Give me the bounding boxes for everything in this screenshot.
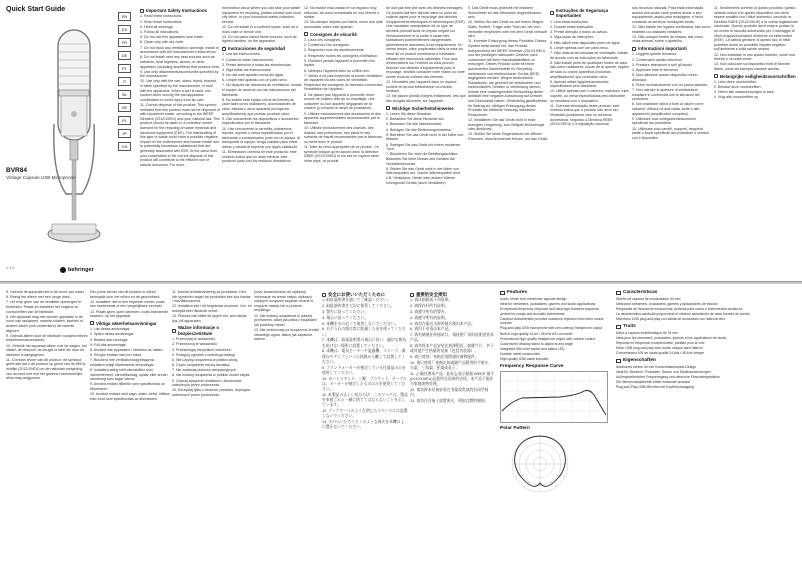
microphone-image [44, 24, 104, 264]
list-item: Idéal pour les streamers, podcasters, joueurs et les applications de studio [616, 336, 727, 341]
list-icon [500, 291, 505, 295]
list-item: 7. Veillez à ne pas empêcher la bonne ventilation de l'appareil via ses ouïes de ventilation. Respectez les consignes du fabricant concernant l'installation de l'appareil. [304, 73, 383, 92]
de-safety-continued [468, 6, 548, 278]
list-item: 7. Blockieren Sie nicht die Belüftungsschlitze. Beachten Sie beim Einbau des Gerätes die Herstellerhinweise. [386, 152, 459, 166]
info-icon [222, 47, 226, 51]
language-tab-en: EN [118, 12, 131, 21]
list-item: 13. Ne placez jamais d'objets enflammés, tels que des bougies allumées, sur l'appareil. [386, 94, 466, 104]
list-item: 1. Lees deze voorschriften. [714, 79, 758, 84]
cn-safety-heading: 重要的安全须知 [410, 292, 496, 297]
list-item: 9. Use únicamente los dispositivos o accesorios especificados por el fabricante. [222, 116, 299, 126]
list-item: 9. Das Gerät muss jederzeit mit intaktem Schutzleiter an das Stromnetz angeschlossen sein. [468, 6, 541, 20]
list-item: 1. Read these instructions. [140, 14, 183, 19]
list-item: 9. Använd endast tillbehör som specificerats av tillverkaren. [90, 382, 165, 392]
list-item: 2. Conservare queste istruzioni. [632, 57, 683, 62]
list-item: 9. Utilizzare solo collegamenti/accessori specificati dal produttore. [632, 116, 696, 126]
info-icon [714, 74, 718, 78]
list-item: 9. Use only attachments/accessories specified by the manufacturer. [140, 69, 219, 79]
es-safety-column [222, 6, 302, 278]
list-item: 11. Correct disposal of this product: This symbol indicates that this product must not be disposed of with household waste, according to the WEEE Directive (2012/19/EU) and your national law. This product should be taken to a collection center licensed for the recycling of waste electrical and electronic equipment (EEE). The mishandling of this type of waste could have a possible negative impact on the environment and human health due to potentially hazardous substances that are generally associated with EEE. At the same time, your cooperation in the correct disposal of this product will contribute to the efficient use of natural resources. For more [140, 103, 220, 167]
language-tab-cn: CN [118, 142, 131, 151]
list-item: 4. Postępuj zgodnie z instrukcją obsługi. [172, 352, 236, 357]
nl-safety-heading: Belangrijke veiligheidsvoorschriften [714, 74, 798, 79]
info-icon [322, 293, 326, 297]
list-item: La característica cardioide proporciona el máximo aislamiento de otras fuentes de sonido [616, 312, 750, 317]
se-safety-heading: Viktiga säkerhetsanvisningar [90, 321, 170, 326]
pl-safety-continued [254, 290, 320, 562]
list-item: Micro à capsule emblématique de 34 mm [616, 331, 679, 336]
info-icon [140, 9, 144, 13]
list-item: Micro USB plug-and-play avec sortie casque sans latence [616, 346, 703, 351]
list-item: 8. Do not install near any heat sources such as radiators, heat registers, stoves, or other apparatus (including amplifiers) that produce heat. [140, 55, 220, 69]
list-item: 5. N'utilisez jamais l'appareil à proximité d'un liquide. [304, 58, 376, 68]
list-item: 11. Smaltimento corretto di questo prodotto: questo simbolo indica che questo dispositivo non deve essere smaltito con i rifiuti domestici, secondo la Direttiva RAEE (2012/19/UE) e la vostra legislazione nazionale. Questo prodotto deve essere portato in un centro di raccolta autorizzato per il riciclaggio di rifiuti di apparecchiature elettriche ed elettroniche (EEE). La cattiva gestione di questo tipo di rifiuti potrebbe avere un possibile impatto negativo sull'ambiente e sulla salute umana. [714, 6, 798, 52]
se-safety-column [90, 290, 170, 562]
list-icon [616, 291, 621, 295]
list-item: 1. Lesen Sie diese Hinweise. [386, 112, 433, 117]
list-item: 13. Plaats geen open vlammen, zoals brandende kaarsen, op het apparaat. [90, 309, 169, 319]
pl-safety-heading: Ważne informacje o bezpieczeństwie [172, 325, 252, 336]
list-item: 6. Reinigen Sie das Gerät mit einem trockenen Tuch. [386, 142, 461, 152]
list-item: 6. Reinig het alleen met een droge doek. [6, 295, 71, 300]
list-item: 5. Non utilizzare questo dispositivo vicino all'acqua. [632, 73, 698, 82]
list-item: 10. Utilizzare solo carrelli, supporti, treppiedi, staffe o tavoli specificati dal produttore o venduti con il dispositivo. [632, 126, 709, 140]
list-item: Built-in high quality 24-bit / 48 kHz A/D converter [500, 331, 573, 336]
list-item: 2. Conserve estas instrucciones. [222, 57, 274, 62]
list-item: 7. Blockera inte ventilationsöppningarna. Installera enligt tillverkarens anvisningar. [90, 358, 155, 367]
language-tab-pt: PT [118, 64, 131, 73]
list-item: 5. 本機を水の近くで使用しないでください。 [322, 321, 399, 326]
list-item: 4. Follow all instructions. [140, 29, 180, 34]
list-item: 3. Neem alle waarschuwingen in acht. [714, 90, 775, 95]
info-icon [386, 106, 390, 110]
list-item: Customized desktop stand to adjust at any angle [500, 341, 574, 346]
list-item: Ideal for streamers, podcasters, gamers and studio applications [500, 302, 596, 307]
list-item: 3. Respectez tous les avertissements. [304, 48, 365, 53]
list-item: 11. Correcta eliminação deste produto: este símbolo indica que o produto não deve ser eliminado juntamente com os resíduos domésticos, segundo a Directiva REEE (2012/19/EU) e a legislação nacional. [550, 103, 620, 127]
fr-safety-column [304, 6, 384, 278]
list-item: Cardioid characteristic provides maximum rejection from other sound sources [500, 316, 604, 326]
language-tab-es: ES [118, 25, 131, 34]
model-name: BVR84 [6, 167, 27, 174]
list-item: High-quality USB cable included [500, 357, 549, 362]
list-item: 10. Utilize apenas com o carrinho, estrutura, tripé, suporte, ou mesa especificados pelo fabricante ou vendidos com o dispositivo. [550, 89, 630, 103]
list-item: 13. Nie umieszczaj na urządzeniu źródeł otwartego ognia, takich jak zapalone świece. [254, 327, 319, 342]
de-safety-heading: Wichtige Sicherheitshinweise [386, 106, 466, 111]
info-icon [304, 32, 308, 36]
list-item: information about where you can take your waste equipment for recycling, please contact your local city office, or your household waste collection service. [222, 6, 301, 24]
language-index [118, 12, 131, 155]
list-item: ne doit pas être jeté avec les déchets ménagers. Ce produit doit être déposé dans un point de collecte agréé pour le recyclage des déchets d'équipements électriques et électroniques (EEE). Une mauvaise manipulation de ce type de déchets pourrait avoir un impact négatif sur l'environnement et la santé à cause des substances potentiellement dangereuses généralement associées à ces équipements. En même temps, votre coopération dans la mise au rebut de ce produit contribuera à l'utilisation efficace des ressources naturelles. Pour plus d'informations sur l'endroit où vous pouvez déposer vos déchets d'équipements pour le recyclage, veuillez contacter votre mairie ou votre centre local de collecte des déchets. [386, 6, 466, 79]
list-item: 12. Installera inte i ett begränsat utrymme, t.ex. en bokhylla eller liknande enhet. [172, 304, 252, 313]
list-item: 8. Ne placez pas l'appareil à proximité d'une source de chaleur telle qu'un chauffage, une cuisinière ou tout appareil dégageant de la chaleur (y compris un ampli de puissance). [304, 92, 375, 111]
list-item: 8. No instale este equipo cerca de fuentes de calor tales como radiadores, acumuladores de calor, estufas u otros aparatos (incluyendo amplificadores) que puedan producir calor. [222, 97, 296, 116]
list-item: 8. Nie instaluj urządzenia w pobliżu źródeł ciepła. [172, 373, 251, 378]
language-tab-nl: NL [118, 90, 131, 99]
logo-mark-icon [60, 267, 66, 273]
list-item: 4. 指示に従ってください。 [322, 315, 368, 320]
list-item: 9. Utilisez exclusivement des accessoires et des appareils supplémentaires recommandés par le fabricant. [304, 111, 381, 125]
language-tab-it: IT [118, 77, 131, 86]
list-item: Plug-and-play USB microphone with zero-latency headphone output [500, 326, 603, 331]
list-item: 3. 警告に従ってください。 [322, 310, 368, 314]
list-item: 3. Preste atenção a todos os avisos. [550, 30, 608, 35]
list-item: 9. Używaj wyłącznie dodatków i akcesoriów zaleconych przez producenta. [172, 378, 242, 388]
features-heading: Features [500, 291, 610, 296]
list-item: 4. Siga todas as instruções. [550, 35, 595, 40]
list-item: Een juiste afvoer van dit product is uiterst belangrijk voor het milieu en de gezondheid. [90, 290, 161, 299]
list-item: 10. Use only with the cart, stand, tripod, bracket, or table specified by the manufacturer, or sold with the apparatus. When a cart is used, use caution when moving the cart/apparatus combination to avoid injury from tip-over. [140, 79, 217, 102]
list-item: dos recursos naturais. Para mais informação acerca dos locais onde poderá deixar o seu equipamento usado para reciclagem, é favor contactar os serviços municipais locais. [632, 6, 704, 24]
list-item: 12. N'installez pas l'appareil dans un espace confiné tel qu'une bibliothèque ou meuble similaire. [386, 80, 457, 94]
list-item: 7. Let erop geen van de ventilatie-openingen te bedekken. Plaats en installeer het volgens de voorschriften van de fabrikant. [6, 300, 82, 314]
list-item: 11. Korrekte Entsorgung dieses Produkts: Dieses Symbol weist darauf hin, das Produkt entsprechend der WEEE Direktive (2012/19/EU) und der jeweiligen nationalen Gesetze nicht zusammen mit Ihren Haushaltsabfällen zu entsorgen. Dieses Produkt sollte bei einer autorisierten Sammelstelle für Recycling elektrischer und elektronischer Geräte (EEE) abgegeben werden. Wegen bedenklicher Substanzen, die generell mit elektrischen und elektronischen Geräten in Verbindung stehen, könnte eine unsachgemäße Behandlung dieser Abfallart eine negative Auswirkung auf Umwelt und Gesundheit haben. Gleichzeitig gewährleistet Ihr Beitrag zur richtigen Entsorgung dieses Produkts die effiziente Nutzung natürlicher Ressourcen. [468, 39, 548, 117]
list-item: 8. Não instale perto de quaisquer fontes de calor tais como radiadores, bocas de ar quente, fogões de sala ou outros aparelhos (incluindo amplificadores) que produzam calor. [550, 60, 629, 79]
list-item: 13. 请勿在设备上放置明火，例如点燃的蜡烛。 [410, 399, 489, 404]
list-item: 5. No use este aparato cerca del agua. [222, 73, 284, 78]
frequency-response-title: Frequency Response Curve [500, 363, 564, 369]
list-item: Diseño de cápsula de condensador 34 mm [616, 297, 681, 302]
list-item: 5. 请勿在靠近水源的地方使用本产品。 [410, 321, 475, 326]
list-item: przez konsumentów do utylizacji. Informacje na temat miejsc utylizacji zużytych urządzeń uzyskać można w urzędzie miasta lub w punkcie recyklingu. [254, 290, 314, 313]
list-item: 1. 取扱説明書を通してご確認ください。 [322, 298, 391, 303]
list-item: 11. Eliminación correcta de este producto: este símbolo indica que no debe eliminar este producto junto con los residuos domésticos. [222, 150, 297, 164]
pt-safety-column [550, 6, 630, 278]
info-icon [172, 329, 176, 333]
features-column [500, 290, 610, 562]
list-item: 2. Bewaar deze voorschriften. [714, 85, 762, 90]
list-item: 13. Non collocare sul dispositivo fonti di fiamme libere, come ad esempio candele accese. [714, 62, 790, 71]
list-item: 8. 请勿将本产品安装在热源附近，如暖气片、炉子或其他产生热量的设备（包括功放器）。 [410, 344, 494, 354]
info-icon [632, 47, 636, 51]
list-item: 12. Do not install in a confined space, such as a book case or similar unit. [222, 24, 299, 34]
list-item: Convertisseur A/N de haute qualité 24 bits / 48 kHz intégré [616, 351, 705, 356]
list-item: 6. お手入れの際は常に乾燥した布を使ってください。 [322, 327, 406, 337]
list-item: 12. Nie instaluj urządzenia w ciasnej przestrzeni, takiej jak półka z książkami lub podobny mebel. [254, 313, 317, 327]
list-item: 1. Lisez ces consignes. [304, 37, 342, 42]
polar-pattern-title: Polar Pattern [500, 426, 530, 432]
list-item: 9. Apenas utilize ligações/acessórios especificados pelo fabricante. [550, 79, 609, 89]
nl-safety-continued [6, 290, 88, 562]
info-icon [550, 11, 554, 15]
list-item: 5. Nie używaj urządzenia w pobliżu wody. [172, 357, 239, 362]
list-item: 13. Não coloque fontes de chama, tais como velas acesas, sobre o aparelho. [632, 34, 704, 44]
list-item: 10. Use únicamente la carretilla, plataforma, trípode, soporte o mesa especificados por el fabricante o suministrados junto con el equipo. Al transportar el equipo, tenga cuidado para evitar daños y caídas al tropezar con algún obstáculo. [222, 126, 301, 149]
list-item: Iconic 34mm true condenser capsule design [500, 297, 567, 302]
list-item: 8. 本機は、電気ヒーターや温風機、ストーブ、調理台やアンプといった熱源から離して設置してください。 [322, 349, 406, 364]
language-tab-pl: PL [118, 116, 131, 125]
model-subtitle: Vintage Capsule USB Microphone [6, 175, 76, 180]
list-item: 4. Siga todas las instrucciones. [222, 67, 272, 72]
list-item: 13. 火のついたろうそくのような裸火を本機の上に置かないでください。 [322, 420, 405, 430]
list-item: 4. Volg alle voorschriften op. [714, 95, 760, 100]
language-tab-se: SE [118, 103, 131, 112]
list-item: 3. Preste atención a todas las advertencias. [222, 62, 292, 67]
list-item: 5. Betreiben Sie das Gerät nicht in der Nähe von Wasser. [386, 132, 464, 142]
list-item: 2. Keep these instructions. [140, 19, 183, 24]
list-item: 11. 正确处理本产品：此标志表示根据 WEEE 指令(2012/19/EU)及您所在国家的法律，本产品不能作为家庭废物处理。 [410, 371, 494, 387]
list-item: 6. Clean only with dry cloth. [140, 40, 184, 45]
list-item: 11. 本製品の正しい処分方法：このマークは、製品を家庭ごみと一緒に捨ててはならないことを示しています。 [322, 392, 408, 408]
es-features-heading: Características [616, 291, 796, 296]
list-item: 13. Stellen Sie keine Gegenstände mit offenen Flammen, etwa brennende Kerzen, auf das Gerät. [468, 132, 548, 141]
list-item: 3. Beakta alla varningar. [90, 337, 129, 342]
list-item: 1. 请详细阅读下列说明。 [410, 298, 453, 303]
brand-logo: behringer [60, 267, 94, 273]
list-item: 2. Przechowuj te wskazówki. [172, 342, 218, 347]
bottom-sheet [0, 284, 802, 567]
list-item: 10. 请只使用厂家指定的或随产品附带的手推车、支架、三角架、托架或桌子。 [410, 360, 493, 371]
list-item: 5. Não utilize este dispositivo perto de água. [550, 40, 621, 45]
fr-safety-heading: Consignes de sécurité [304, 32, 384, 37]
list-item: 12. ブックケースのような閉じたスペースには設置しないでください。 [322, 409, 408, 419]
list-item: 4. 请遵守所有的说明。 [410, 315, 449, 320]
list-item: 2. Bewahren Sie diese Hinweise auf. [386, 117, 445, 122]
list-item: 10. Korzystaj tylko z wózków, podstaw, trójnogów zaleconych przez producenta. [172, 388, 251, 398]
language-tab-fr: FR [118, 38, 131, 47]
list-item: 7. Nie zasłaniaj otworów wentylacyjnych. [172, 368, 237, 373]
jp-safety-heading: 安全にお使いいただくために [322, 292, 408, 297]
de-features-heading: Eigenschaften [616, 359, 796, 364]
nl-safety-column [714, 6, 798, 278]
list-item: 13. No coloque objetos con llama, como una vela encendida, sobre este aparato. [304, 20, 383, 29]
info-icon [410, 293, 414, 297]
list-item: Ikonisches echtes 34 mm Kondensatorkapsel-Design [616, 365, 696, 370]
list-item: 5. Använd inte apparaten i närheten av vatten. [90, 347, 164, 352]
list-item: 12. Installeer niet in een beperkte ruimte, zoals een boekenkast of een vergelijkbare eenheid. [90, 299, 165, 309]
de-safety-column [386, 6, 466, 278]
list-item: 8. Non installare vicino a fonti di calore come radiatori, diffusori di aria calda, stufe o altri apparecchi (amplificatori compresi). [632, 102, 704, 116]
list-item: 12. Não instale em lugares confinados, tais como estantes ou unidades similares. [632, 24, 711, 34]
cn-safety-column [410, 290, 496, 562]
list-item: 2. 取扱説明書を大切に保管してください。 [322, 304, 395, 309]
list-item: Ideal für Streamer, Podcaster, Gamer und Studioanwendungen [616, 370, 711, 375]
language-tab-de: DE [118, 51, 131, 60]
list-item: 6. Pulire esclusivamente con un panno asciutto. [632, 82, 709, 87]
list-item: Die Nierencharakteristik bietet maximale Isolation [616, 380, 691, 385]
en-safety-column [140, 6, 220, 278]
list-item: 1. Lea las instrucciones. [222, 52, 261, 57]
list-item: Außergewöhnlicher Frequenzgang und ultrahohe Einschwingreaktion [616, 375, 720, 380]
list-item: Plug-and-Play-USB-Mikrofon mit Kopfhörerausgang [616, 385, 694, 390]
list-item: 6. Czyść urządzenie suchą szmatką. [172, 363, 231, 368]
list-item: Respuesta de frecuencia excepcional, perfecta para voces e instrumentos acústicos [616, 307, 743, 312]
frequency-response-chart [500, 371, 608, 423]
list-icon [616, 325, 621, 329]
list-item: 5. Do not use this apparatus near water. [140, 35, 204, 40]
list-item: 1. Przeczytaj te wskazówki. [172, 337, 216, 342]
jp-safety-column [322, 290, 408, 562]
list-item: Durable metal construction [500, 351, 541, 356]
list-item: 2. Guarde estas instruções. [550, 25, 594, 29]
list-item: 6. Nettoyez l'appareil avec un chiffon sec. [304, 68, 371, 73]
list-item: 10. カートスタンド、三脚、ブラケット、テーブルは、メーカーが指定したもののみを使用してください。 [322, 376, 407, 391]
list-item: 11. Correcte afvoer van dit product: dit symbool geeft aan dat u dit product op grond van de AEEA-richtlijn (2012/19/EU) en de nationale wetgeving van uw land niet met het gewone huishoudelijke afval mag weggooien. [6, 357, 87, 381]
list-item: 4. Applicare tutte le istruzioni. [632, 67, 679, 72]
list-item: Integrated Mic mute switch and status LED [500, 346, 565, 351]
list-item: 1. Leia estas instruções. [550, 19, 589, 24]
list-item: 10. Stellen Sie das Gerät nur auf einem Wagen, Stativ, Dreifuß, Träger oder Tisch ab, der vom Hersteller empfohlen oder mit dem Gerät verkauft wird. [468, 20, 547, 39]
list-item: 8. Installera aldrig intill värmekällor som värmeelement, varmluftsintag, spisar eller annan utrustning som avger värme. [90, 368, 168, 382]
list-item: 2. 请保存好所有说明。 [410, 304, 449, 309]
list-item: 9. ブランドメーカーが指定している付属品のみを使用してください。 [322, 365, 406, 375]
list-item: 3. Przestrzegaj wszystkich ostrzeżeń. [172, 347, 232, 352]
list-item: 12. No instale esta unidad en un espacio muy reducido, tal como encastrada en una librería o similar. [304, 6, 380, 20]
list-item: 8. Het apparaat mag niet worden geplaatst in de buurt van radiatoren, warmte-uitlaten, kachels of andere zaken (ook versterkers) die warmte afgeven. [6, 314, 83, 333]
list-item: 13. Placera inte källor till öppen eld, som tända ljus, på apparaten. [172, 314, 247, 323]
list-item: 10. Använd endast med vagn, stativ, trefot, hållare eller bord som specificerats av tillverkaren. [90, 392, 170, 401]
list-item: 7. No bloquee las aberturas de ventilación. Instale el equipo de acuerdo con las instrucciones del fabricante. [222, 83, 302, 97]
list-item: 9. 请只使用厂家指定的附属设备和配件。 [410, 355, 479, 360]
list-item: 5. Gebruik dit apparaat niet in de buurt van water. [6, 290, 85, 294]
list-item: 11. Mise au rebut appropriée de ce produit : Ce symbole indique qu'en accord avec la directive DEEE (2012/19/EU) et les lois en vigueur dans votre pays, ce produit [304, 144, 380, 163]
features-translations-column [616, 290, 796, 562]
list-item: 3. 请遵守所有的警告。 [410, 310, 449, 314]
list-item: Ideal para streamers, podcasters, gamers y aplicaciones de estudio [616, 302, 718, 307]
list-item: 2. Conservez ces consignes. [304, 43, 350, 48]
list-item: 4. Respectez toutes les consignes d'utilisation. [304, 53, 379, 58]
list-item: 6. Rengör endast med torr trasa. [90, 353, 142, 358]
pt-safety-heading: Instruções de Segurança Importantes [550, 8, 630, 19]
list-item: 4. Befolgen Sie alle Bedienungshinweise. [386, 127, 452, 132]
list-item: 10. Utilisez exclusivement des chariots, des diables, des présentoirs, des pieds et des surfaces de travail recommandés par le fabricant ou livrés avec le produit. [304, 126, 382, 144]
list-item: 7. Não obstrua as entradas de ventilação. Instale de acordo com as instruções do fabricante. [550, 50, 629, 60]
it-safety-column [632, 6, 712, 278]
list-item: 12. 请勿将本设备安装在书架或类似的封闭空间内。 [410, 388, 489, 398]
list-item: 3. Heed all warnings. [140, 24, 174, 29]
list-item: Micrófono USB plug-and-play con salida de auriculares con latencia cero [616, 317, 726, 322]
language-tab-jp: JP [118, 129, 131, 138]
list-icon [616, 359, 621, 363]
version-label: V 1.0 [6, 266, 15, 270]
info-icon [90, 321, 94, 325]
list-item: 6. Limpie este aparato con un paño seco. [222, 78, 288, 83]
list-item: Exceptional frequency response and ultra-high transient response, perfect for vocals and acoustic instruments [500, 307, 600, 316]
list-item: 6. Limpe apenas com um pano seco. [550, 45, 609, 50]
top-sheet [0, 0, 802, 282]
list-item: 12. Non installare in uno spazio ristretto, come una libreria o un'unità simile. [714, 52, 795, 62]
list-item: 9. Gebruik alleen door de fabrikant voorgeschreven toebehoren/accessoires. [6, 333, 88, 343]
es-safety-heading: Instrucciones de seguridad [222, 46, 302, 51]
list-item: 6. 请用干布清洁本产品。 [410, 327, 453, 332]
list-item: Professional high-quality headphone output with volume control [500, 336, 596, 341]
fr-features-heading: Traits [616, 325, 796, 330]
polar-pattern-chart [500, 433, 580, 495]
list-item: 4. Följ alla anvisningar. [90, 342, 127, 347]
list-item: 11. Korrekt avfallshantering av produkten: Den här symbolen anger att produkten inte ska kastas i hushållssoporna. [172, 290, 251, 304]
list-item: 7. 本機は、取扱説明書の指示に従い、適切な換気を妨げない場所に設置してください。 [322, 338, 406, 348]
list-item: 2. Spara dessa anvisningar. [90, 332, 135, 337]
list-item: 3. Beachten Sie alle Warnhinweise. [386, 122, 443, 127]
it-safety-heading: Informazioni importanti [632, 46, 712, 51]
quick-start-title: Quick Start Guide [6, 6, 66, 13]
list-item: 13. Do not place naked flame sources, such as lighted candles, on the apparatus. [222, 34, 297, 44]
list-item: 1. Läs dessa anvisningar. [90, 327, 131, 332]
list-item: 12. Installieren Sie das Gerät nicht in einer beengten Umgebung, zum Beispiel Bücherregal oder ähnliches. [468, 118, 545, 132]
list-item: 3. Prestare attenzione a tutti gli avvisi. [632, 62, 693, 67]
list-item: Réponse en fréquence exceptionnelle, parfaite pour la voix [616, 341, 705, 346]
en-safety-heading: Important Safety Instructions [140, 8, 220, 13]
list-item: 7. Non ostruire le aperture di ventilazione. Installare in conformità con le istruzioni del produttore. [632, 88, 700, 102]
list-item: 7. Do not block any ventilation openings. Install in accordance with the manufacturer's instructions. [140, 45, 219, 55]
list-item: 10. Gebruik het apparaat alleen met de wagen, het statief, de driepoot, de beugel of tafel die door de fabrikant is aangegeven. [6, 343, 87, 357]
pl-safety-column [172, 290, 252, 562]
list-item: 7. 请勿堵塞任何通风口。请按照厂家的说明安装本产品。 [410, 333, 494, 343]
list-item: 8. Stellen Sie das Gerät nicht in der Nähe von Wärmequellen auf. Solche Wärmequellen sind z.B. Heizkörper, Herde oder andere Wärme erzeugende Geräte (auch Verstärker). [386, 166, 460, 185]
list-item: 1. Leggere queste istruzioni. [632, 52, 678, 57]
